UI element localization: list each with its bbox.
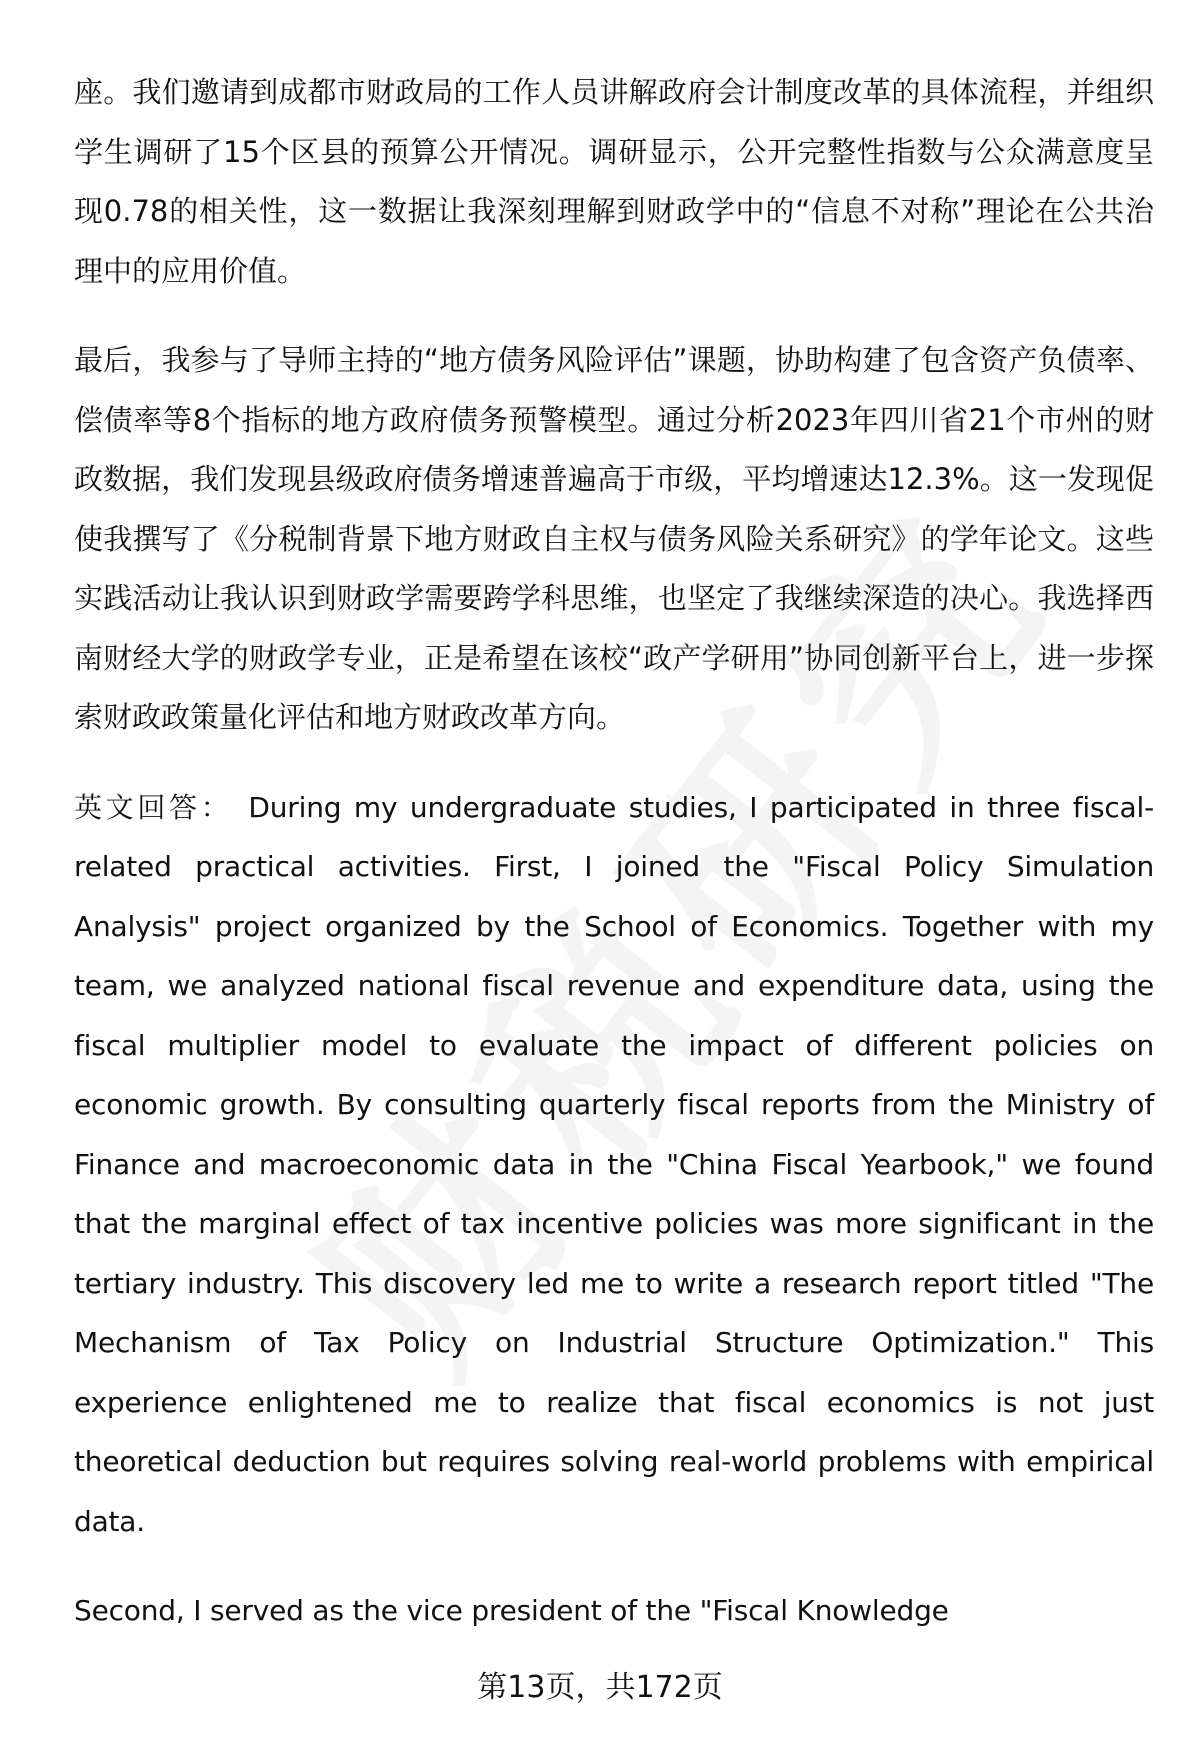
answer-label: 英文回答：	[74, 790, 233, 824]
paragraph-zh-continuation: 座。我们邀请到成都市财政局的工作人员讲解政府会计制度改革的具体流程，并组织学生调研了15个区县的预算公开情况。调研显示，公开完整性指数与公众满意度呈现0.78的相关性，这一数据让我深刻理解到财政学中的“信息不对称”理论在公共治理中的应用价值。	[74, 75, 1154, 288]
paragraph-zh-debt-risk: 最后，我参与了导师主持的“地方债务风险评估”课题，协助构建了包含资产负债率、偿债率等8个指标的地方政府债务预警模型。通过分析2023年四川省21个市州的财政数据，我们发现县级政府债务增速普遍高于市级，平均增速达12.3%。这一发现促使我撰写了《分税制背景下地方财政自主权与债务风险关系研究》的学年论文。这些实践活动让我认识到财政学需要跨学科思维，也坚定了我继续深造的决心。我选择西南财经大学的财政学专业，正是希望在该校“政产学研用”协同创新平台上，进一步探索财政政策量化评估和地方财政改革方向。	[74, 343, 1154, 734]
paragraph-en-answer	[74, 778, 1154, 1552]
page-number: 第13页，共172页	[477, 1670, 723, 1705]
answer-text: During my undergraduate studies, I participated in three fiscal-related practical activities. First, I joined the "Fiscal Policy Simulation Analysis" project organized by the School of Economics. Together with my team, we analyzed national fiscal revenue and expenditure data, using the fiscal multiplier model to evaluate the impact of different policies on economic growth. By consulting quarterly fiscal reports from the Ministry of Finance and macroeconomic data in the "China Fiscal Yearbook," we found that the marginal effect of tax incentive policies was more significant in the tertiary industry. This discovery led me to write a research report titled "The Mechanism of Tax Policy on Industrial Structure Optimization." This experience enlightened me to realize that fiscal economics is not just theoretical deduction but requires solving real-world problems with empirical data.	[74, 790, 1154, 1538]
document-body	[74, 63, 1154, 1671]
paragraph-en-second: Second, I served as the vice president of the "Fiscal Knowledge	[74, 1594, 949, 1627]
